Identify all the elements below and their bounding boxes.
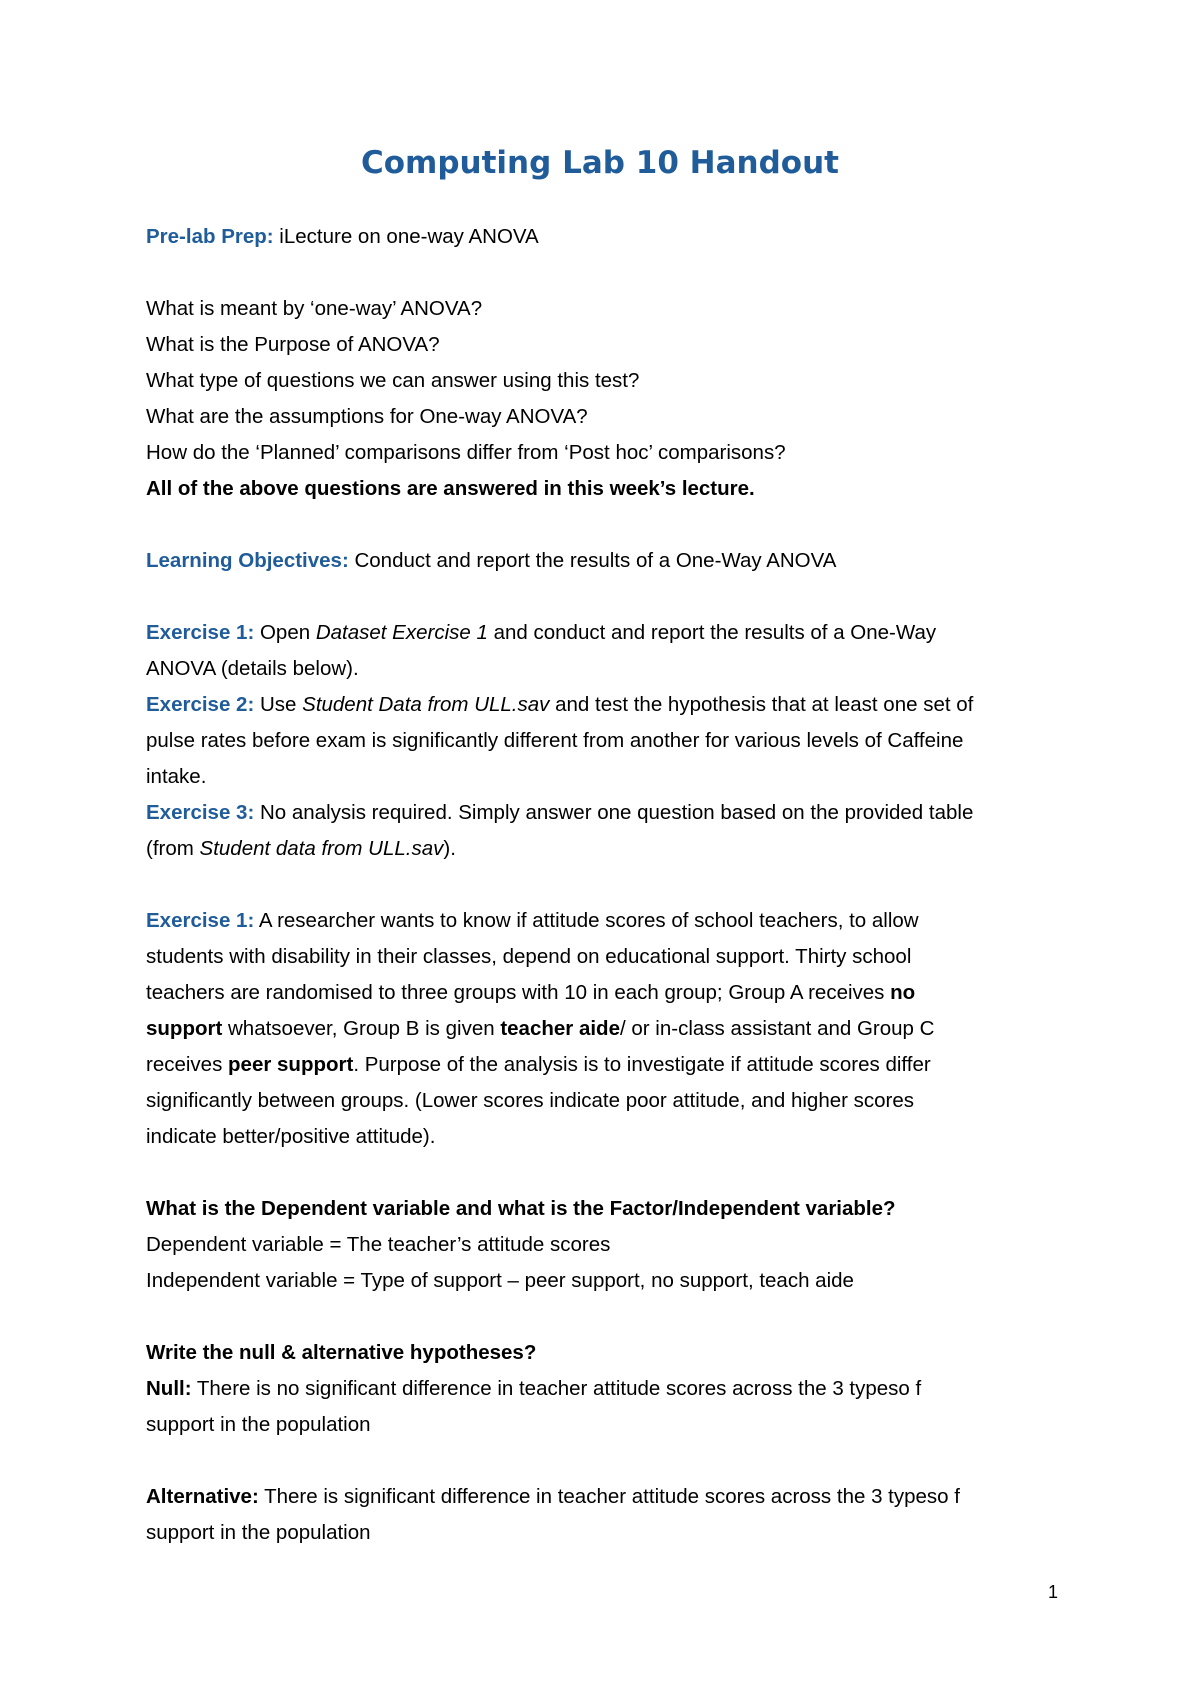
text-run: / or in-class assistant and Group C xyxy=(619,1017,935,1040)
question-item: What type of questions we can answer using this test? xyxy=(146,369,640,392)
dataset-name: Student data from ULL.sav xyxy=(199,837,444,860)
learning-objectives xyxy=(146,546,836,576)
question-item: What is the Purpose of ANOVA? xyxy=(146,333,440,356)
exercise-1-detail-line: indicate better/positive attitude). xyxy=(146,1125,436,1148)
prelab-text: iLecture on one-way ANOVA xyxy=(273,225,539,248)
null-hypothesis-line2: support in the population xyxy=(146,1413,371,1436)
text-run: A researcher wants to know if attitude scores of school teachers, to allow xyxy=(254,909,919,932)
hypotheses-question: Write the null & alternative hypotheses? xyxy=(146,1341,537,1364)
alternative-label: Alternative: xyxy=(146,1485,259,1508)
text-run: There is no significant difference in teacher attitude scores across the 3 typeso f xyxy=(191,1377,922,1400)
text-run: . Purpose of the analysis is to investigate if attitude scores differ xyxy=(353,1053,931,1076)
dependent-variable: Dependent variable = The teacher’s attitude scores xyxy=(146,1233,611,1256)
text-run: No analysis required. Simply answer one question based on the provided table xyxy=(254,801,974,824)
exercise-1-detail-line xyxy=(146,978,915,1008)
emphasis: teacher aide xyxy=(500,1017,620,1040)
text-run: and test the hypothesis that at least one set of xyxy=(549,693,974,716)
text-run: There is significant difference in teacher attitude scores across the 3 typeso f xyxy=(258,1485,960,1508)
emphasis: support xyxy=(146,1017,223,1040)
exercise-1-detail-line: significantly between groups. (Lower scores indicate poor attitude, and higher scores xyxy=(146,1089,915,1112)
exercise-1-summary-line2: ANOVA (details below). xyxy=(146,657,359,680)
text-run: receives xyxy=(146,1053,229,1076)
prelab-label: Pre-lab Prep: xyxy=(146,225,274,248)
exercise-1-label: Exercise 1: xyxy=(146,909,255,932)
exercise-1-detail xyxy=(146,906,919,936)
exercise-2-label: Exercise 2: xyxy=(146,693,255,716)
objectives-label: Learning Objectives: xyxy=(146,549,349,572)
page-number: 1 xyxy=(1048,1582,1059,1602)
text-run: Use xyxy=(254,693,303,716)
independent-variable: Independent variable = Type of support – peer support, no support, teach aide xyxy=(146,1269,854,1292)
question-item: What are the assumptions for One-way ANOVA? xyxy=(146,405,588,428)
text-run: ). xyxy=(443,837,456,860)
objectives-text: Conduct and report the results of a One-Way ANOVA xyxy=(348,549,837,572)
exercise-3-summary-line2 xyxy=(146,834,456,864)
document-title: Computing Lab 10 Handout xyxy=(360,145,839,181)
emphasis: peer support xyxy=(228,1053,354,1076)
text-run: Open xyxy=(254,621,316,644)
dataset-name: Student Data from ULL.sav xyxy=(302,693,550,716)
text-run: (from xyxy=(146,837,200,860)
emphasis: no xyxy=(890,981,916,1004)
prelab-line xyxy=(146,222,539,252)
exercise-1-summary xyxy=(146,618,936,648)
variables-question: What is the Dependent variable and what is the Factor/Independent variable? xyxy=(146,1197,896,1220)
exercise-2-summary xyxy=(146,690,973,720)
question-item: What is meant by ‘one-way’ ANOVA? xyxy=(146,297,483,320)
null-hypothesis xyxy=(146,1374,921,1404)
exercise-2-summary-line2: pulse rates before exam is significantly different from another for various levels of Caffeine xyxy=(146,729,964,752)
exercise-1-detail-line xyxy=(146,1050,931,1080)
null-label: Null: xyxy=(146,1377,192,1400)
exercise-1-label: Exercise 1: xyxy=(146,621,255,644)
question-item: How do the ‘Planned’ comparisons differ from ‘Post hoc’ comparisons? xyxy=(146,441,786,464)
exercise-1-detail-line: students with disability in their classes, depend on educational support. Thirty school xyxy=(146,945,912,968)
text-run: whatsoever, Group B is given xyxy=(222,1017,501,1040)
text-run: teachers are randomised to three groups with 10 in each group; Group A receives xyxy=(146,981,891,1004)
exercise-1-detail-line xyxy=(146,1014,934,1044)
exercise-3-summary xyxy=(146,798,973,828)
exercise-3-label: Exercise 3: xyxy=(146,801,255,824)
text-run: and conduct and report the results of a One-Way xyxy=(487,621,937,644)
alternative-hypothesis-line2: support in the population xyxy=(146,1521,371,1544)
alternative-hypothesis xyxy=(146,1482,960,1512)
exercise-2-summary-line3: intake. xyxy=(146,765,207,788)
dataset-name: Dataset Exercise 1 xyxy=(315,621,488,644)
questions-note: All of the above questions are answered in this week’s lecture. xyxy=(146,477,755,500)
